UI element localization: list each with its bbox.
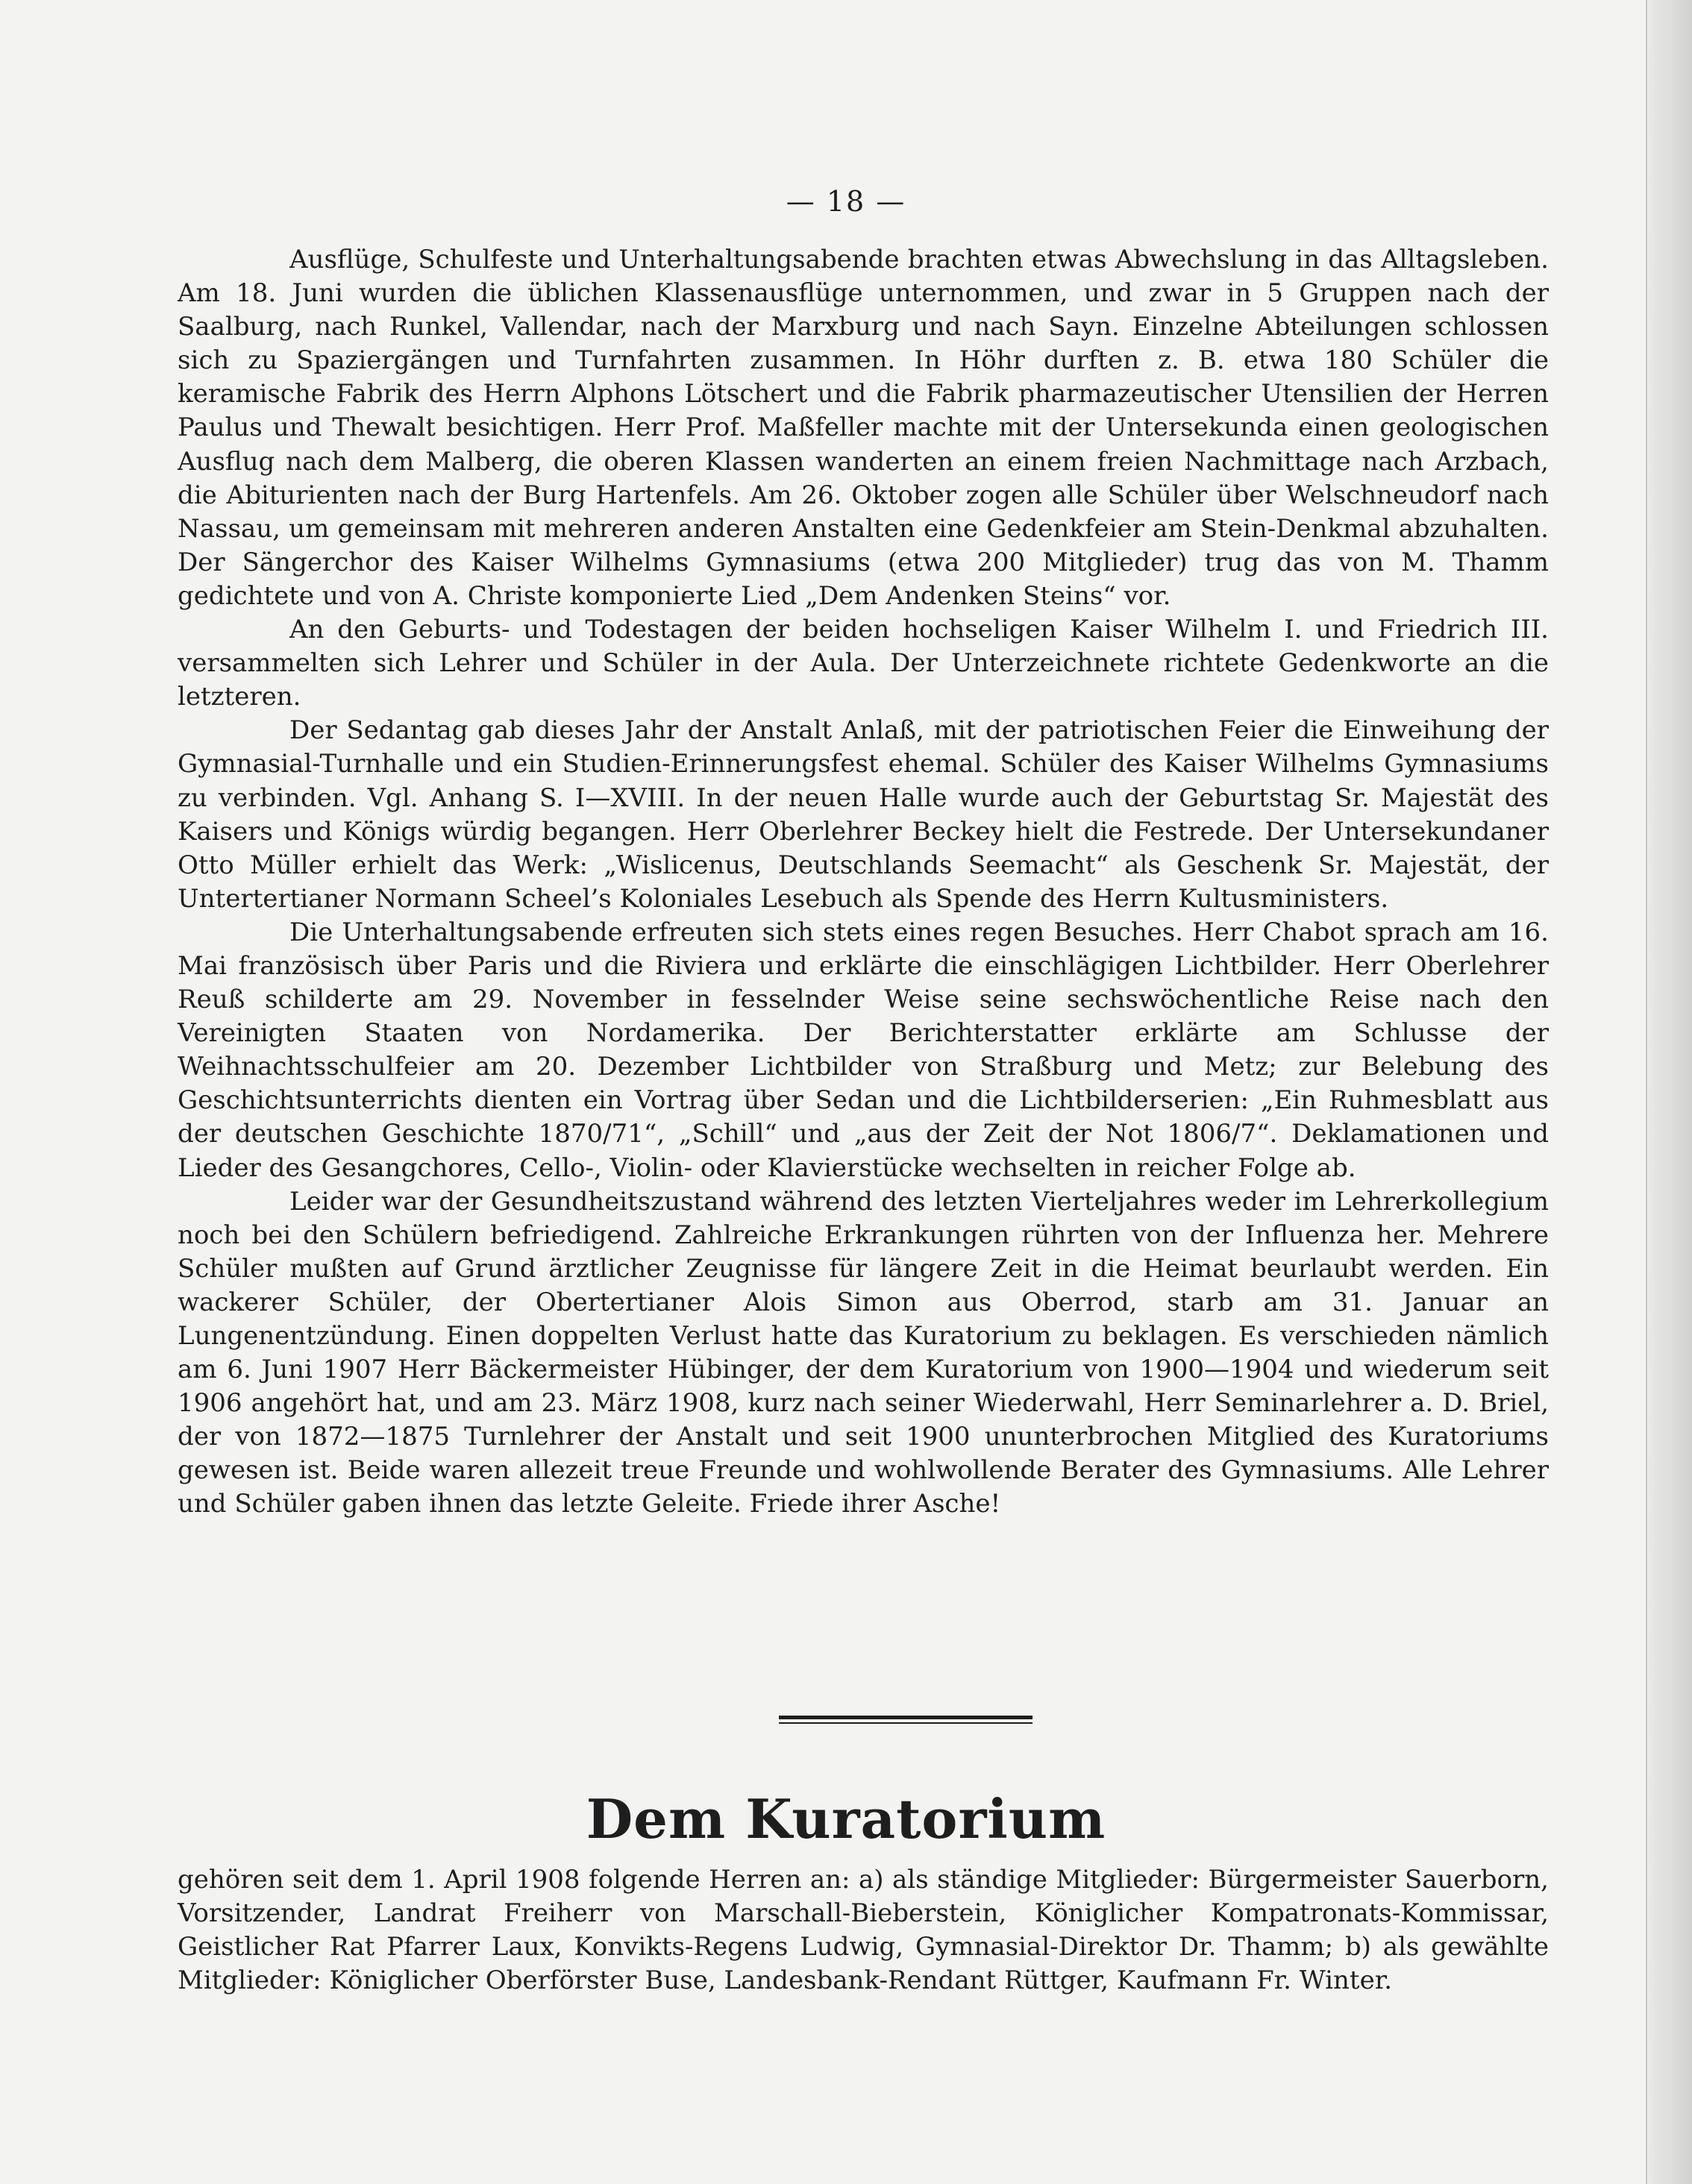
paragraph-ausfluege: Ausflüge, Schulfeste und Unterhaltungsabende brachten etwas Abwechslung in das Alltagsleben. Am 18. Juni wurden die üblichen Klassenausflüge unternommen, und zwar in 5 Gruppen nach der Saalburg, nach Runkel, Vallendar, nach der Marxburg und nach Sayn. Einzelne Abteilungen schlossen sich zu Spaziergängen und Turnfahrten zusammen. In Höhr durften z. B. etwa 180 Schüler die keramische Fabrik des Herrn Alphons Lötschert und die Fabrik pharmazeutischer Utensilien der Herren Paulus und Thewalt besichtigen. Herr Prof. Maßfeller machte mit der Untersekunda einen geologischen Ausflug nach dem Malberg, die oberen Klassen wanderten an einem freien Nachmittage nach Arzbach, die Abiturienten nach der Burg Hartenfels. Am 26. Oktober zogen alle Schüler über Welschneudorf nach Nassau, um gemeinsam mit mehreren anderen Anstalten eine Gedenkfeier am Stein-Denkmal abzuhalten. Der Sängerchor des Kaiser Wilhelms Gymnasiums (etwa 200 Mitglieder) trug das von M. Thamm gedichtete und von A. Christe komponierte Lied „Dem Andenken Steins“ vor.	[178, 245, 1549, 611]
section-heading-kuratorium: Dem Kuratorium	[586, 1787, 1106, 1851]
page-number: — 18 —	[786, 185, 906, 218]
paragraph-gesundheitszustand: Leider war der Gesundheitszustand während des letzten Vierteljahres weder im Lehrerkollegium noch bei den Schülern befriedigend. Zahlreiche Erkrankungen rührten von der Influenza her. Mehrere Schüler mußten auf Grund ärztlicher Zeugnisse für längere Zeit in die Heimat beurlaubt werden. Ein wackerer Schüler, der Obertertianer Alois Simon aus Oberrod, starb am 31. Januar an Lungenentzündung. Einen doppelten Verlust hatte das Kuratorium zu beklagen. Es verschieden nämlich am 6. Juni 1907 Herr Bäckermeister Hübinger, der dem Kuratorium von 1900—1904 und wiederum seit 1906 angehört hat, und am 23. März 1908, kurz nach seiner Wiederwahl, Herr Seminarlehrer a. D. Briel, der von 1872—1875 Turnlehrer der Anstalt und seit 1900 ununterbrochen Mitglied des Kuratoriums gewesen ist. Beide waren allezeit treue Freunde und wohlwollende Berater des Gymnasiums. Alle Lehrer und Schüler gaben ihnen das letzte Geleite. Friede ihrer Asche!	[178, 1186, 1549, 1519]
kuratorium-members-text: gehören seit dem 1. April 1908 folgende Herren an: a) als ständige Mitglieder: Bürgermeister Sauerborn, Vorsitzender, Landrat Freiherr von Marschall-Bieberstein, Königlicher Kompatronats-Kommissar, Geistlicher Rat Pfarrer Laux, Konvikts-Regens Ludwig, Gymnasial-Direktor Dr. Thamm; b) als gewählte Mitglieder: Königlicher Oberförster Buse, Landesbank-Rendant Rüttger, Kaufmann Fr. Winter.	[178, 1865, 1549, 1996]
paragraph-sedantag: Der Sedantag gab dieses Jahr der Anstalt Anlaß, mit der patriotischen Feier die Einweihung der Gymnasial-Turnhalle und ein Studien-Erinnerungsfest ehemal. Schüler des Kaiser Wilhelms Gymnasiums zu verbinden. Vgl. Anhang S. I—XVIII. In der neuen Halle wurde auch der Geburtstag Sr. Majestät des Kaisers und Königs würdig begangen. Herr Oberlehrer Beckey hielt die Festrede. Der Untersekundaner Otto Müller erhielt das Werk: „Wislicenus, Deutschlands Seemacht“ als Geschenk Sr. Majestät, der Untertertianer Normann Scheel’s Koloniales Lesebuch als Spende des Herrn Kultusministers.	[178, 715, 1549, 914]
paragraph-unterhaltungsabende: Die Unterhaltungsabende erfreuten sich stets eines regen Besuches. Herr Chabot sprach am 16. Mai französisch über Paris und die Riviera und erklärte die einschlägigen Lichtbilder. Herr Oberlehrer Reuß schilderte am 29. November in fesselnder Weise seine sechswöchentliche Reise nach den Vereinigten Staaten von Nordamerika. Der Berichterstatter erklärte am Schlusse der Weihnachtsschulfeier am 20. Dezember Lichtbilder von Straßburg und Metz; zur Belebung des Geschichtsunterrichts dienten ein Vortrag über Sedan und die Lichtbilderserien: „Ein Ruhmesblatt aus der deutschen Geschichte 1870/71“, „Schill“ und „aus der Zeit der Not 1806/7“. Deklamationen und Lieder des Gesangchores, Cello-, Violin- oder Klavierstücke wechselten in reicher Folge ab.	[178, 917, 1549, 1183]
section-divider	[779, 1716, 1033, 1726]
body-text	[178, 243, 1549, 1522]
page-binding-edge	[1646, 0, 1692, 2184]
paragraph-gedenktage: An den Geburts- und Todestagen der beiden hochseligen Kaiser Wilhelm I. und Friedrich III. versammelten sich Lehrer und Schüler in der Aula. Der Unterzeichnete richtete Gedenkworte an die letzteren.	[178, 615, 1549, 712]
